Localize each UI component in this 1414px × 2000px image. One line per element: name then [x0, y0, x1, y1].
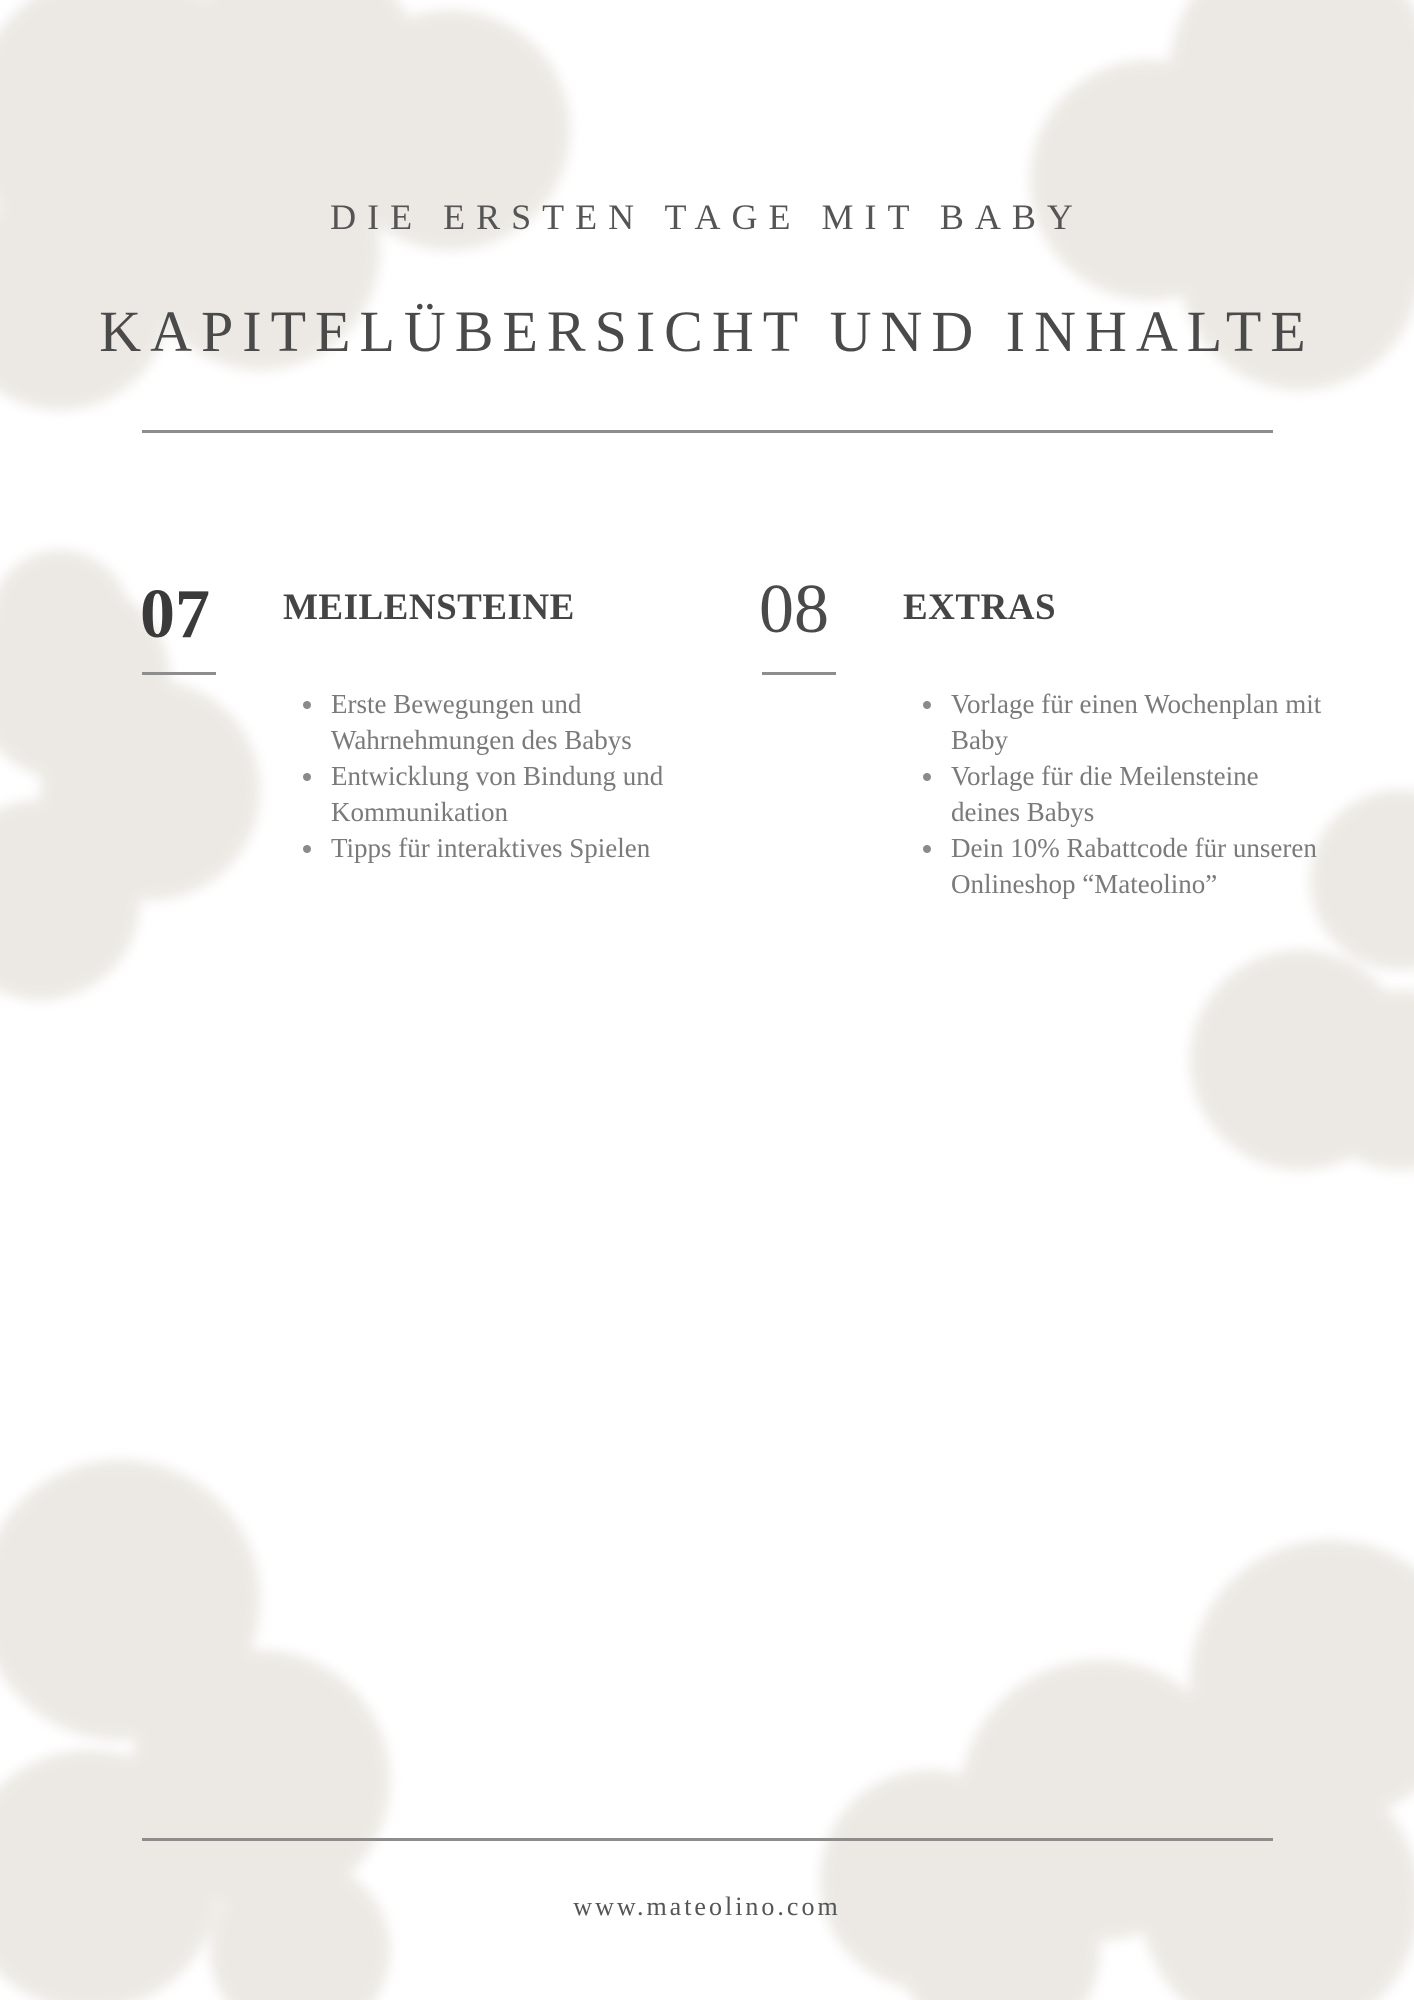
chapter-number-08: 08 — [759, 571, 829, 648]
page-title: KAPITELÜBERSICHT UND INHALTE — [99, 299, 1315, 364]
divider-bottom — [142, 1838, 1273, 1841]
chapter-07-content-list — [331, 686, 751, 866]
list-item: Tipps für interaktives Spielen — [331, 830, 751, 866]
chapter-number-underline — [762, 672, 836, 675]
list-item: Vorlage für die Meilensteine deines Babys — [951, 758, 1331, 830]
cloud-bottom-right — [820, 1540, 1414, 2000]
cloud-middle-left — [0, 550, 260, 1000]
divider-top — [142, 430, 1273, 433]
list-item: Erste Bewegungen und Wahrnehmungen des Babys — [331, 686, 751, 758]
document-subtitle: DIE ERSTEN TAGE MIT BABY — [330, 197, 1084, 237]
list-item: Entwicklung von Bindung und Kommunikation — [331, 758, 751, 830]
footer-website-link[interactable]: www.mateolino.com — [573, 1892, 841, 1921]
list-item: Vorlage für einen Wochenplan mit Baby — [951, 686, 1331, 758]
chapter-number-underline — [142, 672, 216, 675]
chapter-08-content-list — [951, 686, 1331, 902]
chapter-heading-extras: EXTRAS — [903, 587, 1057, 628]
chapter-heading-meilensteine: MEILENSTEINE — [283, 587, 575, 628]
list-item: Dein 10% Rabattcode für unseren Onlineshop “Mateolino” — [951, 830, 1331, 902]
chapter-number-07: 07 — [140, 576, 210, 653]
